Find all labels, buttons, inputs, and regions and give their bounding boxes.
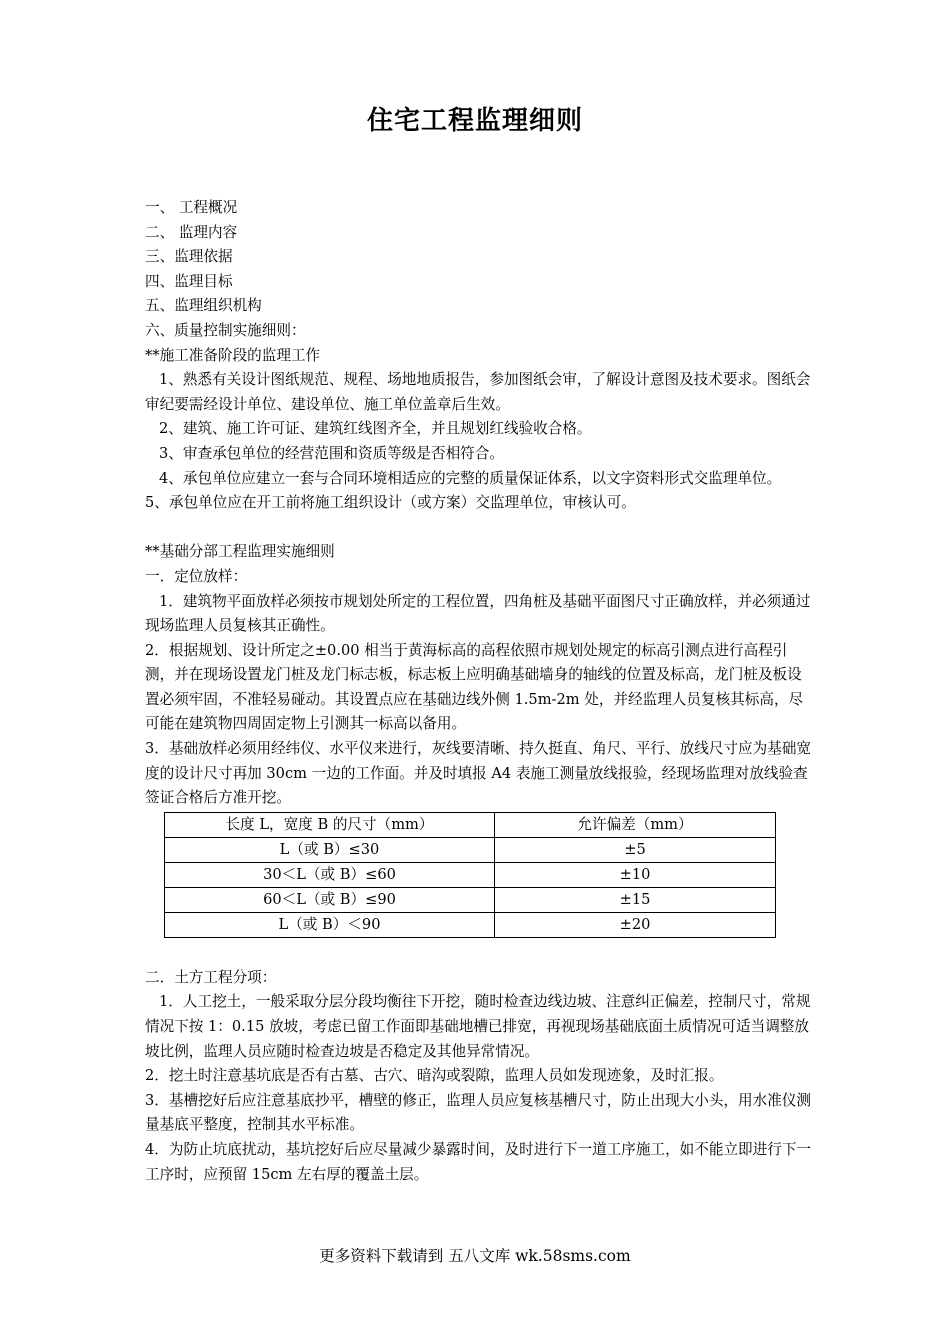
footer-link-text: 更多资料下载请到 五八文库 wk.58sms.com	[319, 1247, 631, 1265]
table-cell: ±10	[495, 862, 776, 887]
toc-item: 一、 工程概况	[145, 199, 238, 216]
table-row	[165, 912, 776, 937]
paragraph: 4．为防止坑底扰动，基坑挖好后应尽量减少暴露时间，及时进行下一道工序施工，如不能立即进行下一工序时，应预留 15cm 左右厚的覆盖土层。	[145, 1141, 812, 1183]
table-cell: 60＜L（或 B）≤90	[165, 887, 495, 912]
subsection-heading: 二．土方工程分项：	[145, 968, 277, 986]
paragraph: 3．基础放样必须用经纬仪、水平仪来进行，灰线要清晰、持久挺直、角尺、平行、放线尺寸应为基础宽度的设计尺寸再加 30cm 一边的工作面。并及时填报 A4 表施工测量放线报验，经现场监理对放线验查签证合格后方准开挖。	[145, 740, 812, 807]
table-cell: L（或 B）＜90	[165, 912, 495, 937]
table-row	[165, 862, 776, 887]
table-row	[165, 837, 776, 862]
table-cell: 30＜L（或 B）≤60	[165, 862, 495, 887]
table-cell: ±20	[495, 912, 776, 937]
table-cell: ±5	[495, 837, 776, 862]
section-heading: **基础分部工程监理实施细则	[145, 543, 335, 561]
paragraph: 3、审查承包单位的经营范围和资质等级是否相符合。	[159, 444, 504, 462]
paragraph: 1．建筑物平面放样必须按市规划处所定的工程位置，四角桩及基础平面图尺寸正确放样，并必须通过现场监理人员复核其正确性。	[145, 592, 811, 635]
table-cell: ±15	[495, 887, 776, 912]
toc-item: 三、监理依据	[145, 248, 233, 266]
table-row	[165, 887, 776, 912]
paragraph: 4、承包单位应建立一套与合同环境相适应的完整的质量保证体系，以文字资料形式交监理单位。	[159, 469, 782, 487]
paragraph: 5、承包单位应在开工前将施工组织设计（或方案）交监理单位，审核认可。	[145, 494, 636, 512]
toc-item: 四、监理目标	[145, 272, 233, 290]
paragraph: 2、建筑、施工许可证、建筑红线图齐全，并且规划红线验收合格。	[159, 420, 592, 438]
document-body	[145, 196, 815, 1187]
table-header-cell: 允许偏差（mm）	[495, 812, 776, 837]
document-title: 住宅工程监理细则	[366, 106, 583, 136]
paragraph: 1、熟悉有关设计图纸规范、规程、场地地质报告，参加图纸会审，了解设计意图及技术要求。图纸会审纪要需经设计单位、建设单位、施工单位盖章后生效。	[145, 371, 811, 413]
tolerance-table	[164, 812, 776, 938]
paragraph: 3．基槽挖好后应注意基底抄平，槽壁的修正，监理人员应复核基槽尺寸，防止出现大小头，用水准仪测量基底平整度，控制其水平标准。	[145, 1091, 812, 1134]
toc-item: 二、 监理内容	[145, 223, 238, 241]
paragraph: 1．人工挖土，一般采取分层分段均衡往下开挖，随时检查边线边坡、注意纠正偏差，控制尺寸，常规情况下按 1：0.15 放坡，考虑已留工作面即基础地槽已排宽，再视现场基础底面土质情况可适当调整放坡比例，监理人员应随时检查边坡是否稳定及其他异常情况。	[145, 993, 811, 1060]
paragraph: 2．根据规划、设计所定之±0.00 相当于黄海标高的高程依照市规划处规定的标高引测点进行高程引测，并在现场设置龙门桩及龙门标志板，标志板上应明确基础墙身的轴线的位置及标高，龙门桩及板设置必须牢固，不准轻易碰动。其设置点应在基础边线外侧 1.5m-2m 处，并经监理人员复核其标高，尽可能在建筑物四周固定物上引测其一标高以备用。	[145, 641, 804, 733]
paragraph: 2．挖土时注意基坑底是否有古墓、古穴、暗沟或裂隙，监理人员如发现迹象，及时汇报。	[145, 1067, 724, 1085]
table-header-cell: 长度 L，宽度 B 的尺寸（mm）	[165, 812, 495, 837]
spacer	[145, 516, 815, 541]
toc-item: 六、质量控制实施细则：	[145, 321, 306, 339]
subsection-heading: 一．定位放样：	[145, 567, 248, 585]
table-cell: L（或 B）≤30	[165, 837, 495, 862]
section-heading: **施工准备阶段的监理工作	[145, 346, 321, 364]
toc-item: 五、监理组织机构	[145, 297, 262, 315]
spacer	[145, 938, 815, 966]
table-header-row	[165, 812, 776, 837]
